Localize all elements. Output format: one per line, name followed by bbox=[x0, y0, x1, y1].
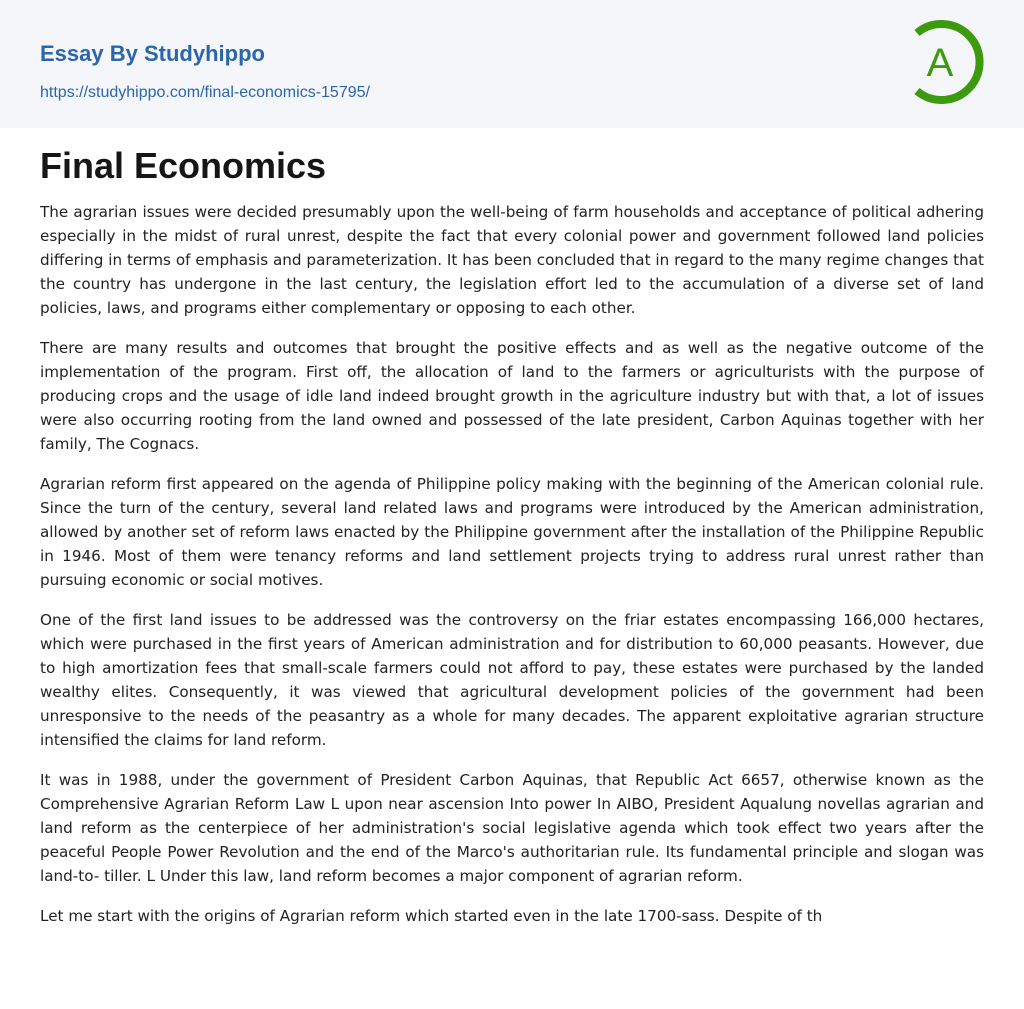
essay-body bbox=[40, 200, 984, 944]
svg-text:A: A bbox=[926, 41, 954, 85]
paragraph: There are many results and outcomes that brought the positive effects and as well as the negative outcome of the implementation of the program. First off, the allocation of land to the farmers or agriculturists with the purpose of producing crops and the usage of idle land indeed brought growth in the agriculture industry but with that, a lot of issues were also occurring rooting from the land owned and possessed of the late president, Carbon Aquinas together with her family, The Cognacs. bbox=[40, 339, 984, 453]
paragraph: Agrarian reform first appeared on the agenda of Philippine policy making with the beginning of the American colonial rule. Since the turn of the century, several land related laws and programs were introduced by the American administration, allowed by another set of reform laws enacted by the Philippine government after the installation of the Philippine Republic in 1946. Most of them were tenancy reforms and land settlement projects trying to address rural unrest rather than pursuing economic or social motives. bbox=[40, 475, 984, 589]
paragraph: Let me start with the origins of Agrarian reform which started even in the late 1700-sass. Despite of th bbox=[40, 907, 823, 925]
page-title: Final Economics bbox=[40, 145, 327, 186]
paragraph: One of the first land issues to be addressed was the controversy on the friar estates encompassing 166,000 hectares, which were purchased in the first years of American administration and for distribution to 60,000 peasants. However, due to high amortization fees that small-scale farmers could not afford to pay, these estates were purchased by the landed wealthy elites. Consequently, it was viewed that agricultural development policies of the government had been unresponsive to the needs of the peasantry as a whole for many decades. The apparent exploitative agrarian structure intensified the claims for land reform. bbox=[40, 611, 984, 749]
paragraph: It was in 1988, under the government of President Carbon Aquinas, that Republic Act 6657, otherwise known as the Comprehensive Agrarian Reform Law L upon near ascension Into power In AIBO, President Aqualung novellas agrarian and land reform as the centerpiece of her administration's social legislative agenda which took effect two years after the peaceful People Power Revolution and the end of the Marco's authoritarian rule. Its fundamental principle and slogan was land-to- tiller. L Under this law, land reform becomes a major component of agrarian reform. bbox=[40, 771, 984, 885]
site-header bbox=[0, 0, 1024, 128]
brand-title: Essay By Studyhippo bbox=[40, 41, 265, 66]
studyhippo-logo-icon[interactable] bbox=[900, 18, 988, 106]
essay-url-link[interactable]: https://studyhippo.com/final-economics-15795/ bbox=[40, 84, 370, 101]
paragraph: The agrarian issues were decided presumably upon the well-being of farm households and acceptance of political adhering especially in the midst of rural unrest, despite the fact that every colonial power and government followed land policies differing in terms of emphasis and parameterization. It has been concluded that in regard to the many regime changes that the country has undergone in the last century, the legislation effort led to the accumulation of a diverse set of land policies, laws, and programs either complementary or opposing to each other. bbox=[40, 203, 984, 317]
